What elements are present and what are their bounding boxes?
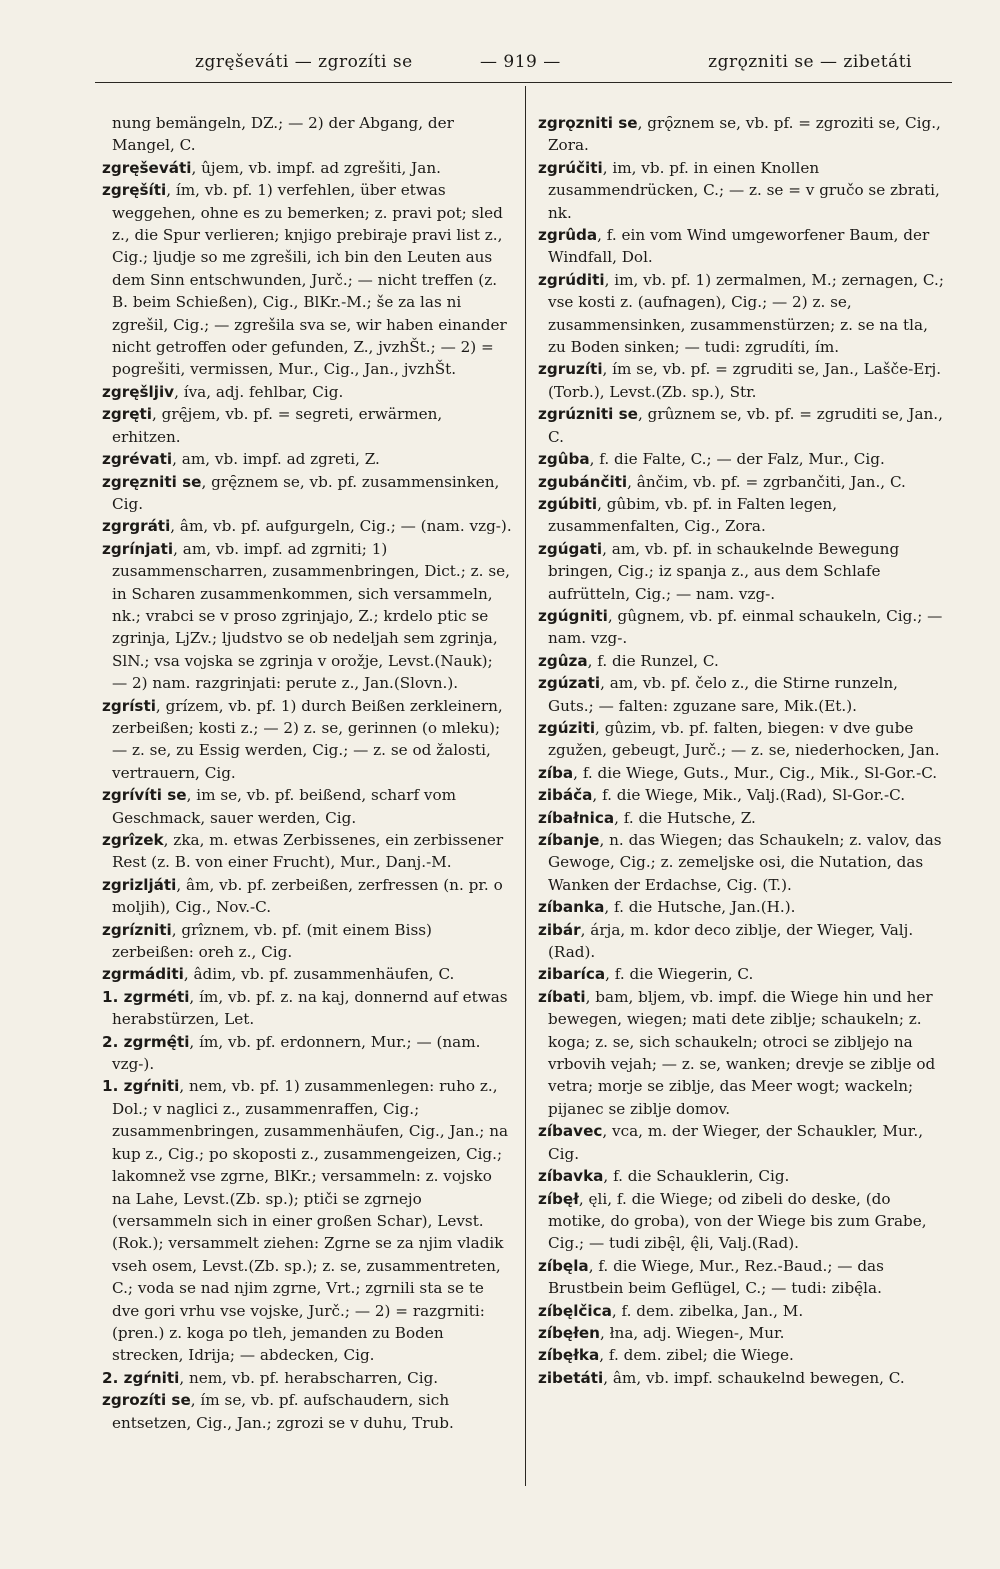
entry-definition: , grízem, vb. pf. 1) durch Beißen zerkleinern, zerbeißen; kosti z.; — 2) z. se, gerinnen (o mleku); — z. se, zu Essig werden, Cig.; — z. se od žalosti, vertrauern, Cig. [112,696,503,782]
dictionary-entry [102,381,512,403]
left-column [102,112,512,1434]
entry-definition: , ânčim, vb. pf. = zgrbančiti, Jan., C. [627,472,906,491]
entry-definition: , ím, vb. pf. 1) verfehlen, über etwas weggehen, ohne es zu bemerken; z. pravi pot; sled z., die Spur verlieren; knjigo prebiraje pravi list z., Cig.; ljudje so me zgrešili, ich bin den Leuten aus dem Sinn entschwunden, Jurč.; — nicht treffen (z. B. beim Schießen), Cig., BlKr.-M.; še za las ni zgrešil, Cig.; — zgrešila sva se, wir haben einander nicht getroffen oder gefunden, Z., jvzhŠt.; — 2) = pogrešiti, vermissen, Mur., Cig., Jan., jvzhŠt. [112,181,507,379]
dictionary-entry [538,672,948,717]
dictionary-entry [538,448,948,470]
entry-headword: 2. zgŕniti [102,1368,180,1387]
entry-definition: , gûgnem, vb. pf. einmal schaukeln, Cig.; — nam. vzg-. [548,606,943,648]
entry-headword: zíbałnica [538,808,615,827]
entry-headword: 1. zgŕniti [102,1077,180,1096]
dictionary-entry [538,157,948,224]
entry-definition: , f. die Wiegerin, C. [605,965,754,984]
entry-headword: zgręzniti se [102,472,202,491]
entry-definition: , grîznem, vb. pf. (mit einem Biss) zerbeißen: oreh z., Cig. [112,920,432,962]
entry-headword: zíba [538,763,574,782]
entry-headword: zgrizljáti [102,875,177,894]
dictionary-entry [102,829,512,874]
dictionary-entry [538,403,948,448]
entry-definition: , łna, adj. Wiegen-, Mur. [599,1323,785,1342]
entry-definition: , íva, adj. fehlbar, Cig. [174,382,344,401]
dictionary-entry [102,963,512,985]
dictionary-entry [538,829,948,896]
entry-definition: , grę̑jem, vb. pf. = segreti, erwärmen, erhitzen. [112,405,443,446]
entry-headword: zgręševáti [102,158,192,177]
entry-headword: zibaríca [538,965,606,984]
entry-headword: zíbęłka [538,1346,600,1365]
entry-definition: , am, vb. impf. ad zgreti, Z. [172,450,380,469]
entry-definition: , âm, vb. pf. aufgurgeln, Cig.; — (nam. vzg-). [170,517,512,536]
dictionary-entry [538,1322,948,1344]
entry-headword: zgrozíti se [102,1391,191,1410]
dictionary-entry [102,1075,512,1366]
header-right: zgrǫzniti se — zibetáti [708,52,912,72]
entry-definition: , ęli, f. die Wiege; od zibeli do deske, (do motike, do groba), von der Wiege bis zum Grabe, Cig.; — tudi zibę̑l, ę̂li, Valj.(Rad). [548,1189,927,1253]
entry-headword: zgûba [538,450,590,469]
dictionary-entry [538,224,948,269]
entry-headword: zgrgráti [102,517,171,536]
dictionary-entry [102,471,512,516]
entry-headword: zgûza [538,651,588,670]
entry-definition: , f. die Wiege, Mur., Rez.-Baud.; — das Brustbein beim Geflügel, C.; — tudi: zibę̑la. [548,1256,884,1298]
entry-definition: , grǫ̑znem se, vb. pf. = zgroziti se, Cig., Zora. [548,114,941,155]
dictionary-entry [538,1120,948,1165]
dictionary-entry [102,538,512,695]
dictionary-entry [102,919,512,964]
dictionary-entry [102,1031,512,1076]
entry-definition: , ím, vb. pf. z. na kaj, donnernd auf etwas herabstürzen, Let. [112,987,508,1029]
entry-headword: zgrmáditi [102,965,184,984]
entry-definition: , im se, vb. pf. beißend, scharf vom Geschmack, sauer werden, Cig. [112,786,457,827]
dictionary-entry [538,1344,948,1366]
entry-definition: , f. die Runzel, C. [587,651,719,670]
dictionary-entry [102,112,512,157]
entry-headword: zgúziti [538,718,596,737]
entry-definition: , grûznem se, vb. pf. = zgruditi se, Jan., C. [548,405,943,446]
entry-definition: , im, vb. pf. in einen Knollen zusammendrücken, C.; — z. se = v gručo se zbrati, nk. [548,158,940,222]
entry-definition: , vca, m. der Wieger, der Schaukler, Mur., Cig. [548,1122,924,1163]
entry-headword: zgręšljiv [102,382,175,401]
dictionary-entry [102,403,512,448]
entry-definition: , gûzim, vb. pf. falten, biegen: v dve gube zgužen, gebeugt, Jurč.; — z. se, niederhocken, Jan. [548,718,940,760]
entry-definition: , âdim, vb. pf. zusammenhäufen, C. [183,965,455,984]
dictionary-entry [538,1188,948,1255]
entry-headword: zgręti [102,405,152,424]
dictionary-entry [102,157,512,179]
dictionary-entry [538,807,948,829]
dictionary-entry [102,874,512,919]
entry-definition: , f. die Hutsche, Jan.(H.). [604,898,796,917]
dictionary-entry [538,1165,948,1187]
dictionary-entry [538,896,948,918]
dictionary-entry [538,963,948,985]
entry-definition: , âm, vb. impf. schaukelnd bewegen, C. [603,1368,905,1387]
dictionary-entry [538,112,948,157]
entry-headword: zíbęla [538,1256,589,1275]
dictionary-entry [102,448,512,470]
dictionary-entry [102,515,512,537]
entry-definition: , f. die Wiege, Mik., Valj.(Rad), Sl-Gor.-C. [592,786,906,805]
entry-headword: zíbanka [538,898,605,917]
dictionary-entry [102,1389,512,1434]
entry-definition: , grę̑znem se, vb. pf. zusammensinken, Cig. [112,472,500,513]
entry-definition: , zka, m. etwas Zerbissenes, ein zerbissener Rest (z. B. von einer Frucht), Mur., Danj.-M. [112,831,504,872]
entry-headword: zíbavka [538,1167,604,1186]
dictionary-entry [538,784,948,806]
entry-definition: , ím, vb. pf. erdonnern, Mur.; — (nam. vzg-). [112,1032,481,1074]
dictionary-entry [538,986,948,1120]
entry-definition: , f. die Falte, C.; — der Falz, Mur., Cig. [589,450,885,469]
dictionary-entry [102,179,512,381]
entry-definition: , am, vb. impf. ad zgrniti; 1) zusammenscharren, zusammenbringen, Dict.; z. se, in Scharen zusammenkommen, sich versammeln, nk.; vrabci se v proso zgrinjajo, Z.; krdelo ptic se zgrinja, LjZv.; ljudstvo se ob nedeljah sem zgrinja, SlN.; vsa vojska se zgrinja v orožje, Levst.(Nauk); — 2) nam. razgrinjati: perute z., Jan.(Slovn.). [112,539,510,693]
dictionary-entry [538,493,948,538]
entry-definition: , ím se, vb. pf. = zgruditi se, Jan., Lašče-Erj.(Torb.), Levst.(Zb. sp.), Str. [548,360,942,401]
dictionary-entry [538,358,948,403]
dictionary-entry [538,471,948,493]
dictionary-entry [102,986,512,1031]
dictionary-entry [102,1367,512,1389]
entry-definition: , f. ein vom Wind umgeworfener Baum, der Windfall, Dol. [548,226,930,267]
entry-definition: , am, vb. pf. in schaukelnde Bewegung bringen, Cig.; iz spanja z., aus dem Schlafe aufrütteln, Cig.; — nam. vzg-. [548,539,900,603]
entry-definition: , árja, m. kdor deco ziblje, der Wieger, Valj.(Rad). [548,920,914,962]
dictionary-entry [538,762,948,784]
entry-definition: nung bemängeln, DZ.; — 2) der Abgang, der Mangel, C. [112,114,454,155]
entry-headword: zgúzati [538,674,601,693]
dictionary-entry [538,1300,948,1322]
entry-headword: zgubánčiti [538,472,628,491]
entry-headword: zíbęłen [538,1323,600,1342]
entry-headword: zgrûda [538,226,598,245]
entry-headword: zibetáti [538,1368,604,1387]
entry-definition: , f. dem. zibel; die Wiege. [599,1346,794,1365]
entry-definition: , n. das Wiegen; das Schaukeln; z. valov, das Gewoge, Cig.; z. zemeljske osi, die Nutation, das Wanken der Erdachse, Cig. (T.). [548,831,942,894]
entry-definition: , f. die Hutsche, Z. [614,808,756,827]
entry-headword: zibáča [538,786,593,805]
header-rule [95,82,952,83]
entry-headword: zgrízniti [102,920,172,939]
entry-headword: zgrísti [102,696,156,715]
entry-headword: zíbati [538,987,586,1006]
entry-headword: zíbęlčica [538,1301,612,1320]
column-divider [525,86,526,1486]
dictionary-entry [102,695,512,785]
entry-definition: , f. die Schauklerin, Cig. [603,1167,790,1186]
entry-definition: , ím se, vb. pf. aufschaudern, sich entsetzen, Cig., Jan.; zgrozi se v duhu, Trub. [112,1391,454,1432]
entry-headword: zgrínjati [102,539,174,558]
entry-headword: zíbanje [538,831,600,849]
entry-headword: zgrúzniti se [538,405,638,424]
dictionary-entry [538,538,948,605]
entry-headword: zgrîzek [102,831,164,849]
entry-headword: zgrúčiti [538,158,603,177]
dictionary-entry [538,605,948,650]
dictionary-entry [538,1367,948,1389]
entry-definition: , nem, vb. pf. herabscharren, Cig. [179,1368,439,1387]
page-header [95,52,952,82]
entry-headword: zibár [538,920,581,939]
right-column [538,112,948,1389]
entry-headword: zgruzíti [538,360,603,379]
entry-headword: zíbavec [538,1122,603,1141]
entry-headword: 2. zgrmę̂ti [102,1032,190,1051]
entry-headword: 1. zgrméti [102,987,190,1006]
entry-definition: , gûbim, vb. pf. in Falten legen, zusammenfalten, Cig., Zora. [548,494,838,536]
entry-headword: zgręšíti [102,181,167,200]
entry-definition: , âm, vb. pf. zerbeißen, zerfressen (n. pr. o moljih), Cig., Nov.-C. [112,875,503,917]
entry-headword: zgrǫzniti se [538,114,638,132]
dictionary-entry [538,1255,948,1300]
entry-definition: , ûjem, vb. impf. ad zgrešiti, Jan. [191,158,441,177]
entry-definition: , f. die Wiege, Guts., Mur., Cig., Mik., Sl-Gor.-C. [573,763,938,782]
entry-definition: , am, vb. pf. čelo z., die Stirne runzeln, Guts.; — falten: zguzane sare, Mik.(Et.). [548,674,898,715]
dictionary-entry [538,269,948,359]
page-number: — 919 — [480,52,561,72]
entry-definition: , im, vb. pf. 1) zermalmen, M.; zernagen, C.; vse kosti z. (aufnagen), Cig.; — 2) z. se, zusammensinken, zusammenstürzen; z. se na tla, zu Boden sinken; — tudi: zgrudíti, ím. [548,270,944,357]
entry-definition: , nem, vb. pf. 1) zusammenlegen: ruho z., Dol.; v naglici z., zusammenraffen, Cig.; zusammenbringen, zusammenhäufen, Cig., Jan.; na kup z., Cig.; po skoposti z., zusammengeizen, Cig.; lakomnež vse zgrne, BlKr.; versammeln: z. vojsko na Lahe, Levst.(Zb. sp.); ptiči se zgrnejo (versammeln sich in einer großen Schar), Levst.(Rok.); versammelt ziehen: Zgrne se za njim vladik vseh osem, Levst.(Zb. sp.); z. se, zusammentreten, C.; voda se nad njim zgrne, Vrt.; zgrnili sta se te dve gori vrhu vse vojske, Jurč.; — 2) = razgrniti: (pren.) z. koga po tleh, jemanden zu Boden strecken, Idrija; — abdecken, Cig. [112,1077,509,1365]
entry-definition: , f. dem. zibelka, Jan., M. [611,1301,804,1320]
dictionary-entry [102,784,512,829]
entry-headword: zgúgati [538,539,603,558]
dictionary-entry [538,717,948,762]
entry-headword: zgúbiti [538,494,598,513]
entry-headword: zíbęł [538,1189,579,1208]
entry-headword: zgúgniti [538,606,608,625]
entry-definition: , bam, bljem, vb. impf. die Wiege hin und her bewegen, wiegen; mati dete ziblje; schaukeln; z. koga; z. se, sich schaukeln; otroci se zibljejo na vrbovih vejah; — z. se, wanken; drevje se ziblje od vetra; morje se ziblje, das Meer wogt; wackeln; pijanec se ziblje domov. [548,987,936,1118]
header-left: zgręševáti — zgrozíti se [195,52,413,72]
entry-headword: zgrévati [102,450,173,469]
dictionary-entry [538,919,948,964]
entry-headword: zgrúditi [538,270,605,289]
dictionary-entry [538,650,948,672]
entry-headword: zgrívíti se [102,786,187,805]
